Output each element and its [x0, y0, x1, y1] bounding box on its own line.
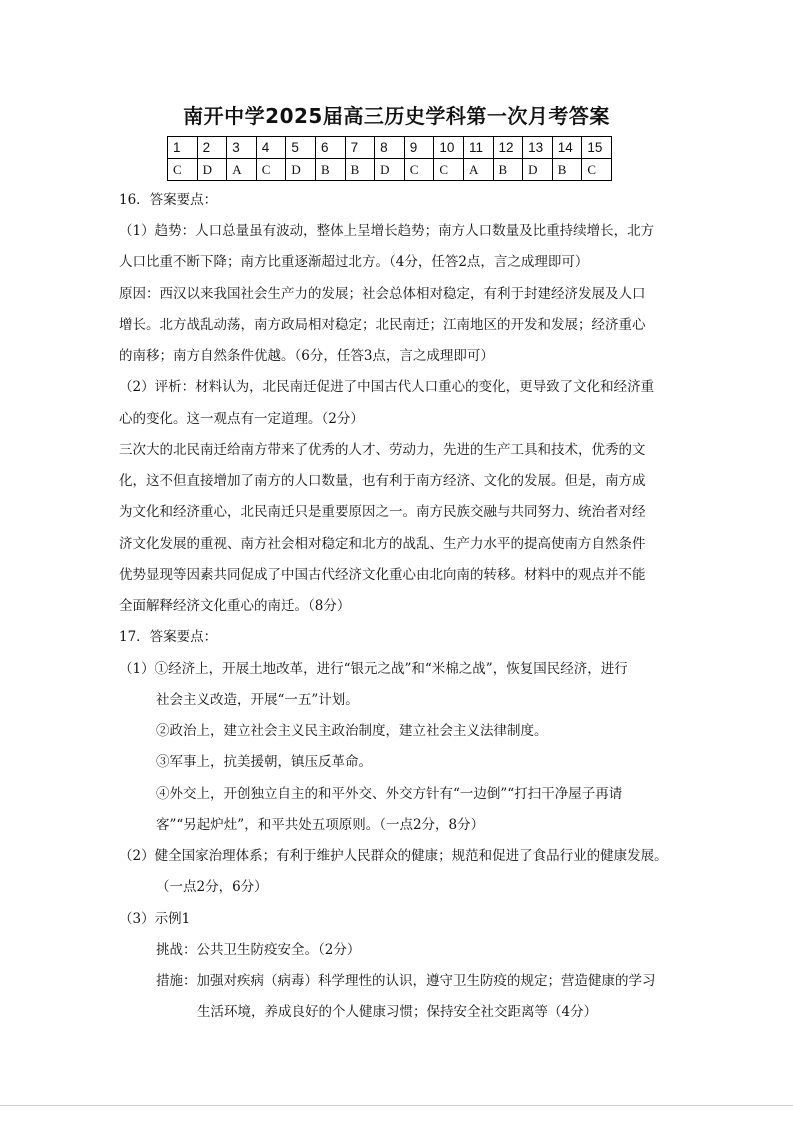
question-number-cell: 13: [523, 137, 553, 159]
question-number-cell: 2: [197, 137, 227, 159]
answer-table-number-row: [168, 137, 612, 159]
q17-line: 措施：加强对疾病（病毒）科学理性的认识，遵守卫生防疫的规定；营造健康的学习: [156, 973, 656, 989]
question-number-cell: 14: [552, 137, 582, 159]
answer-cell: C: [168, 159, 198, 181]
answer-cell: D: [375, 159, 405, 181]
page-title: 南开中学2025届高三历史学科第一次月考答案: [183, 104, 610, 128]
q17-line: （一点2分，6分）: [156, 879, 268, 895]
q17-line: 挑战：公共卫生防疫安全。（2分）: [156, 942, 361, 958]
question-number-cell: 15: [582, 137, 612, 159]
q16-line: 原因：西汉以来我国社会生产力的发展；社会总体相对稳定，有利于封建经济发展及人口: [119, 286, 646, 302]
answer-cell: A: [227, 159, 257, 181]
q17-line: 生活环境，养成良好的个人健康习惯；保持安全社交距离等（4分）: [197, 1004, 598, 1020]
answer-cell: C: [256, 159, 286, 181]
question-number-cell: 12: [493, 137, 523, 159]
question-number-cell: 1: [168, 137, 198, 159]
q17-line: （2）健全国家治理体系；有利于维护人民群众的健康；规范和促进了食品行业的健康发展。: [119, 848, 668, 864]
question-number-cell: 4: [256, 137, 286, 159]
q16-line: 济文化发展的重视、南方社会相对稳定和北方的战乱、生产力水平的提高使南方自然条件: [119, 536, 646, 552]
q17-heading: 17．答案要点：: [119, 629, 218, 645]
q16-line: （1）趋势：人口总量虽有波动，整体上呈增长趋势；南方人口数量及比重持续增长，北方: [119, 223, 655, 239]
answer-table: [167, 136, 612, 181]
q16-line: （2）评析：材料认为，北民南迁促进了中国古代人口重心的变化，更导致了文化和经济重: [119, 379, 655, 395]
answer-cell: B: [345, 159, 375, 181]
answer-cell: D: [197, 159, 227, 181]
q16-heading: 16．答案要点：: [119, 192, 218, 208]
answer-cell: C: [582, 159, 612, 181]
q17-line: （1）①经济上，开展土地改革，进行“银元之战”和“米棉之战”，恢复国民经济，进行: [119, 661, 628, 677]
question-number-cell: 8: [375, 137, 405, 159]
q16-line: 增长。北方战乱动荡，南方政局相对稳定；北民南迁；江南地区的开发和发展；经济重心: [119, 317, 646, 333]
q17-line: ④外交上，开创独立自主的和平外交、外交方针有“一边倒”“打扫干净屋子再请: [156, 786, 623, 802]
q17-line: ②政治上，建立社会主义民主政治制度，建立社会主义法律制度。: [156, 723, 548, 739]
q17-line: （3）示例1: [119, 911, 191, 927]
q16-line: 化，这不但直接增加了南方的人口数量，也有利于南方经济、文化的发展。但是，南方成: [119, 473, 646, 489]
question-number-cell: 7: [345, 137, 375, 159]
q16-line: 全面解释经济文化重心的南迁。（8分）: [119, 598, 351, 614]
q17-line: 客”“另起炉灶”，和平共处五项原则。（一点2分，8分）: [156, 817, 485, 833]
question-number-cell: 9: [404, 137, 434, 159]
question-number-cell: 11: [463, 137, 493, 159]
q17-line: ③军事上，抗美援朝，镇压反革命。: [156, 754, 372, 770]
question-number-cell: 6: [315, 137, 345, 159]
question-number-cell: 3: [227, 137, 257, 159]
answer-cell: B: [315, 159, 345, 181]
q16-line: 人口比重不断下降；南方比重逐渐超过北方。（4分，任答2点，言之成理即可）: [119, 254, 589, 270]
q16-line: 的南移；南方自然条件优越。（6分，任答3点，言之成理即可）: [119, 348, 494, 364]
answer-cell: C: [434, 159, 464, 181]
answer-cell: D: [523, 159, 553, 181]
question-number-cell: 10: [434, 137, 464, 159]
answer-table-answer-row: [168, 159, 612, 181]
answer-cell: B: [493, 159, 523, 181]
q17-line: 社会主义改造，开展“一五”计划。: [156, 692, 359, 708]
page-bottom-rule: [0, 1105, 793, 1106]
q16-line: 三次大的北民南迁给南方带来了优秀的人才、劳动力，先进的生产工具和技术，优秀的文: [119, 442, 646, 458]
answer-cell: B: [552, 159, 582, 181]
answer-cell: A: [463, 159, 493, 181]
q16-line: 心的变化。这一观点有一定道理。（2分）: [119, 411, 364, 427]
answer-cell: C: [404, 159, 434, 181]
q16-line: 优势显现等因素共同促成了中国古代经济文化重心由北向南的转移。材料中的观点并不能: [119, 567, 646, 583]
q16-line: 为文化和经济重心，北民南迁只是重要原因之一。南方民族交融与共同努力、统治者对经: [119, 504, 646, 520]
question-number-cell: 5: [286, 137, 316, 159]
answer-cell: D: [286, 159, 316, 181]
